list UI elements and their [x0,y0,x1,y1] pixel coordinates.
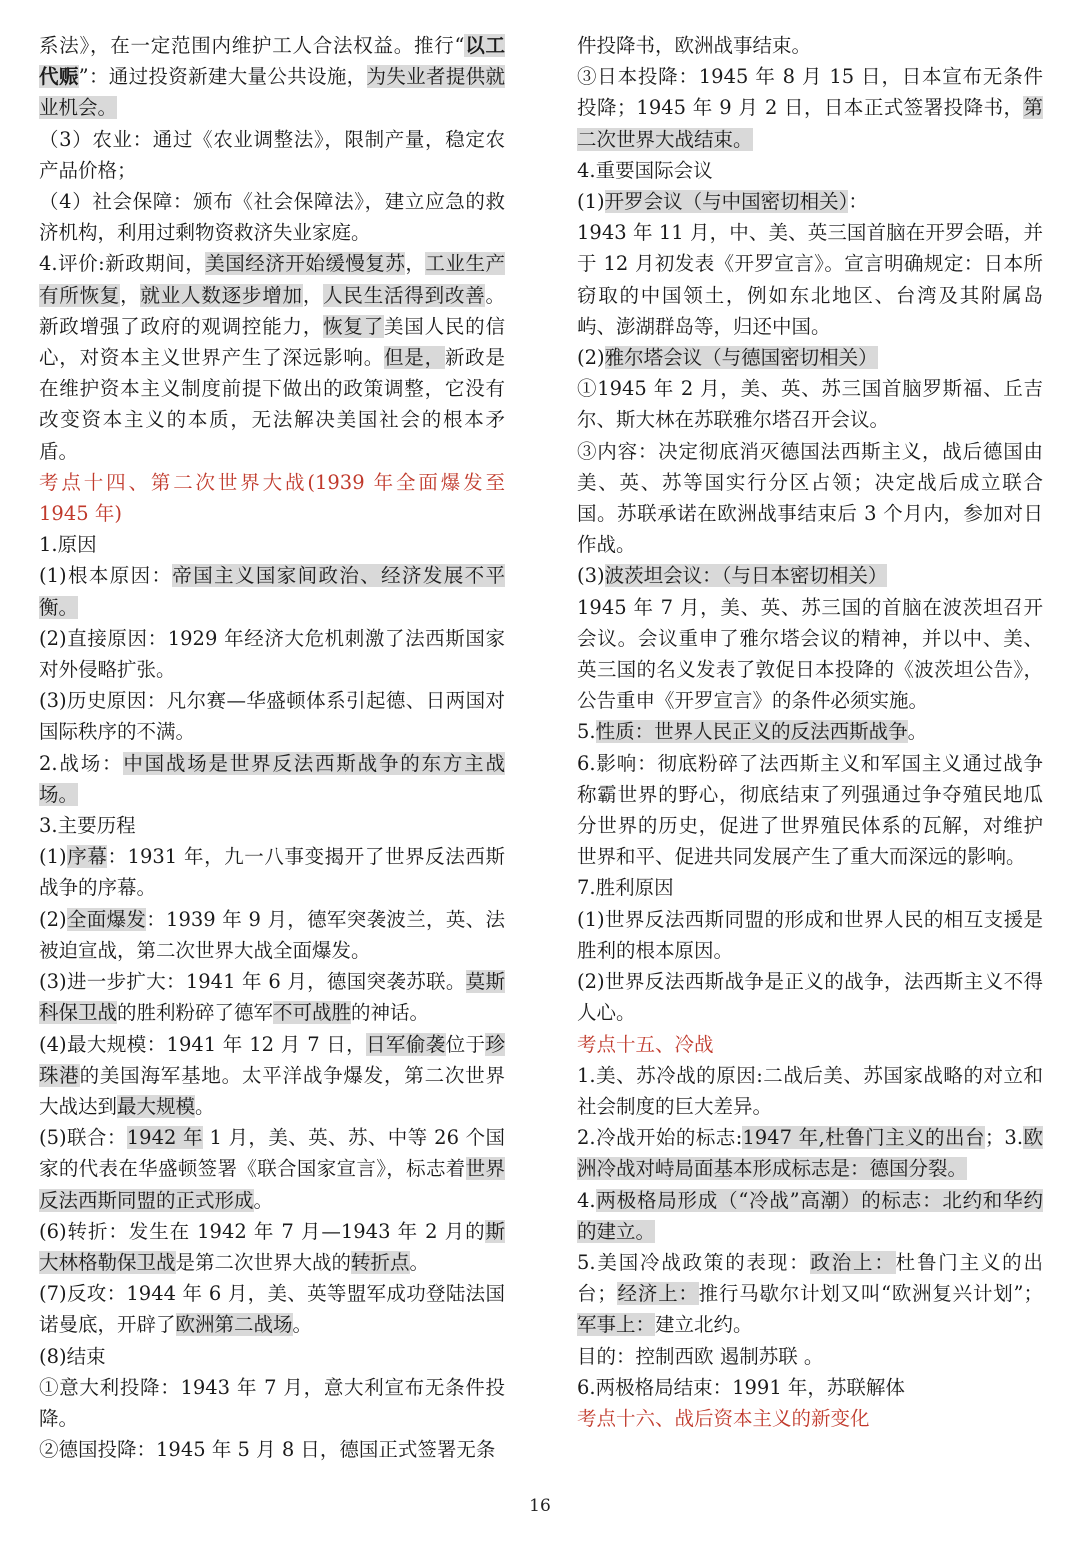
text-run: (4)最大规模：1941 年 12 月 7 日， [39,1032,367,1056]
text-run: ：1931 年，九一八事变揭开了世界反法西斯战争的序幕。 [39,845,505,900]
text-run: ①意大利投降：1943 年 7 月，意大利宣布无条件投降。 [39,1375,505,1430]
text-run: 系法》，在一定范围内维护工人合法权益。推行“ [39,34,465,57]
paragraph [39,560,505,622]
text-run: 考点十四、第二次世界大战(1939 年全面爆发至 1945 年) [39,470,505,526]
paragraph [577,61,1043,155]
text-run: ， [405,252,426,276]
paragraph [39,904,505,966]
text-run: ， [302,283,324,307]
highlighted-text: 帝国主义国家间政治、经济发展不平衡。 [39,564,505,619]
text-run: 。 [195,1094,215,1118]
paragraph [39,529,505,560]
paragraph [577,1122,1043,1184]
text-run: 的胜利粉碎了德军 [117,1001,274,1025]
text-run: 。 [253,1188,274,1212]
text-run: 建立北约。 [655,1313,753,1337]
text-run: 1.原因 [39,533,97,557]
text-run: ， [120,283,141,307]
paragraph [577,1060,1043,1122]
text-run: (2)直接原因：1929 年经济大危机刺激了法西斯国家对外侵略扩张。 [39,626,505,682]
highlighted-text: 军事上： [577,1313,656,1337]
text-run: ；3. [984,1126,1024,1150]
paragraph [577,155,1043,186]
text-run: 2.战场： [39,751,124,775]
paragraph [39,124,505,186]
text-run: ： [848,190,868,214]
paragraph [39,1341,505,1372]
text-run: 。 [292,1313,313,1337]
highlighted-text: 雅尔塔会议（与德国密切相关） [604,346,878,370]
paragraph [39,1216,505,1278]
paragraph [39,186,505,248]
highlighted-text: 工业生产有所恢复 [39,252,505,307]
highlighted-text: 经济上： [616,1282,699,1306]
paragraph [577,1341,1043,1372]
highlighted-text: 欧洲第二战场 [175,1313,293,1337]
text-run: 1943 年 11 月，中、美、英三国首脑在开罗会晤，并于 12 月初发表《开罗宣言》。宣言明确规定：日本所窃取的中国领土，例如东北地区、台湾及其附属岛屿、澎湖群岛等，归还中国。 [577,221,1043,338]
paragraph [39,1434,505,1465]
highlighted-text: 美国经济开始缓慢复苏 [205,252,406,276]
highlighted-text: 斯大林格勒保卫战 [39,1219,505,1274]
text-run: 6.影响：彻底粉碎了法西斯主义和军国主义通过战争称霸世界的野心，彻底结束了列强通过争夺殖民地瓜分世界的历史，促进了世界殖民体系的瓦解，对维护世界和平、促进共同发展产生了重大而深远的影响。 [577,751,1043,869]
paragraph [577,592,1043,717]
highlighted-text: 中国战场是世界反法西斯战争的东方主战场。 [39,751,505,806]
highlighted-text: 但是， [384,346,445,370]
paragraph [577,1185,1043,1247]
highlighted-text: 性质：世界人民正义的反法西斯战争 [595,720,908,744]
paragraph [39,1372,505,1434]
highlighted-text: 最大规模 [117,1094,196,1118]
paragraph [39,623,505,685]
highlighted-text: 欧洲冷战对峙局面基本形成标志是：德国分裂。 [577,1126,1043,1181]
paragraph [577,748,1043,873]
text-run: (2) [39,907,67,931]
text-run: 2.冷战开始的标志: [577,1126,743,1150]
highlighted-text: 全面爆发 [66,907,147,931]
text-run: （4）社会保障：颁布《社会保障法》，建立应急的救济机构，利用过剩物资救济失业家庭。 [39,190,505,245]
paragraph [577,186,1043,217]
paragraph [39,1278,505,1340]
text-run: (8)结束 [39,1344,106,1368]
text-run: 1.美、苏冷战的原因:二战后美、苏国家战略的对立和社会制度的巨大差异。 [577,1063,1043,1118]
right-column [577,30,1043,1434]
paragraph [577,436,1043,561]
text-run: 件投降书，欧洲战事结束。 [577,34,812,57]
highlighted-text: 1942 年 [126,1126,203,1150]
text-run: (3)历史原因：凡尔赛—华盛顿体系引起德、日两国对国际秩序的不满。 [39,689,505,744]
text-run: 3.主要历程 [39,814,136,838]
highlighted-text: 不可战胜 [273,1001,352,1025]
paragraph [39,966,505,1028]
highlighted-text: 波茨坦会议：（与日本密切相关） [604,564,888,588]
paragraph [39,30,505,124]
text-run: (2) [577,346,605,370]
text-run: ”：通过投资新建大量公共设施， [78,65,367,89]
text-run: 目的：控制西欧 遏制苏联 。 [577,1344,824,1368]
paragraph [39,1122,505,1216]
highlighted-text: 1947 年,杜鲁门主义的出台 [742,1126,985,1150]
paragraph [577,872,1043,903]
text-run: 美国人民的信心，对资本主义世界产生了深远影响。 [39,314,505,370]
text-run: ②德国投降：1945 年 5 月 8 日，德国正式签署无条 [39,1438,496,1462]
paragraph [39,248,505,466]
text-run: (6)转折：发生在 1942 年 7 月—1943 年 2 月的 [39,1219,486,1243]
text-run: 1 月，美、英、苏、中等 26 个国家的代表在华盛顿签署《联合国家宣言》，标志着 [39,1126,505,1181]
highlighted-text: 恢复了 [323,314,384,338]
text-run: (5)联合： [39,1126,127,1150]
highlighted-text: 两极格局形成（“冷战”高潮）的标志：北约和华约的建立。 [577,1188,1043,1243]
text-run: 考点十五、冷战 [577,1032,714,1056]
paragraph [39,685,505,747]
text-run: 4.重要国际会议 [577,158,713,182]
paragraph [39,1029,505,1123]
paragraph [577,966,1043,1028]
text-run: 7.胜利原因 [577,876,674,900]
text-run: 1945 年 7 月，美、英、苏三国的首脑在波茨坦召开会议。会议重申了雅尔塔会议的精神，并以中、美、英三国的名义发表了敦促日本投降的《波茨坦公告》，公告重申《开罗宣言》的条件必须实施。 [577,595,1043,713]
text-run: 4.评价:新政期间， [39,252,206,276]
paragraph [577,716,1043,747]
text-run: 。 [907,720,928,744]
text-run: (1)根本原因： [39,564,173,588]
paragraph [577,904,1043,966]
paragraph [577,30,1043,61]
text-run: (1) [39,845,67,869]
highlighted-text: 开罗会议（与中国密切相关） [604,190,849,214]
highlighted-text: 人民生活得到改善 [323,283,486,307]
text-run: (3) [577,564,605,588]
paragraph [577,342,1043,373]
paragraph [577,1247,1043,1341]
text-run: 推行马歇尔计划又叫“欧洲复兴计划”； [698,1282,1043,1306]
highlighted-text: 为失业者提供就业机会。 [39,65,505,120]
highlighted-text: 莫斯科保卫战 [39,970,505,1025]
text-run: 6.两极格局结束：1991 年，苏联解体 [577,1375,905,1399]
text-run: (1)世界反法西斯同盟的形成和世界人民的相互支援是胜利的根本原因。 [577,907,1043,962]
text-run: 。新政增强了政府的观调控能力， [39,283,505,338]
section-heading [577,1029,1043,1060]
section-heading [577,1403,1043,1434]
highlighted-text: 以工代赈 [39,34,505,89]
paragraph [39,748,505,810]
text-run: 考点十六、战后资本主义的新变化 [577,1406,870,1430]
text-run: 位于 [445,1032,486,1056]
section-heading [39,467,505,529]
paragraph [39,841,505,903]
highlighted-text: 珍珠港 [39,1032,505,1087]
highlighted-text: 序幕 [66,845,108,869]
paragraph [577,1372,1043,1403]
text-run: (2)世界反法西斯战争是正义的战争，法西斯主义不得人心。 [577,970,1043,1025]
left-column [39,30,505,1465]
text-run: 新政是在维护资本主义制度前提下做出的政策调整，它没有改变资本主义的本质，无法解决美国社会的根本矛盾。 [39,346,505,463]
highlighted-text: 转折点 [351,1250,410,1274]
highlighted-text: 就业人数逐步增加 [140,283,303,307]
paragraph [577,560,1043,591]
paragraph [39,810,505,841]
highlighted-text: 政治上： [810,1250,896,1274]
text-run: 的美国海军基地。太平洋战争爆发，第二次世界大战达到 [39,1063,505,1118]
text-run: 4. [577,1188,596,1212]
text-run: 5. [577,720,596,744]
highlighted-text: 日军偷袭 [366,1032,446,1056]
text-run: (1) [577,190,605,214]
text-run: (7)反攻：1944 年 6 月，美、英等盟军成功登陆法国诺曼底，开辟了 [39,1282,505,1337]
text-run: 杜鲁门主义的出台； [577,1250,1043,1306]
text-run: ①1945 年 2 月，美、英、苏三国首脑罗斯福、丘吉尔、斯大林在苏联雅尔塔召开会议。 [577,377,1043,432]
text-run: （3）农业：通过《农业调整法》，限制产量，稳定农产品价格； [39,127,505,182]
text-run: 是第二次世界大战的 [175,1250,352,1274]
text-run: 的神话。 [351,1001,430,1025]
text-run: ：1939 年 9 月，德军突袭波兰，英、法被迫宣战，第二次世界大战全面爆发。 [39,907,505,962]
paragraph [577,373,1043,435]
text-run: 。 [409,1250,430,1274]
text-run: 5.美国冷战政策的表现： [577,1250,811,1274]
page-number: 16 [529,1496,551,1516]
highlighted-text: 第二次世界大战结束。 [577,96,1043,151]
highlighted-text: 世界反法西斯同盟的正式形成 [39,1157,505,1212]
paragraph [577,217,1043,342]
text-run: (3)进一步扩大：1941 年 6 月，德国突袭苏联。 [39,970,466,994]
text-run: ③内容：决定彻底消灭德国法西斯主义，战后德国由美、英、苏等国实行分区占领；决定战后成立联合国。苏联承诺在欧洲战事结束后 3 个月内，参加对日作战。 [577,439,1043,557]
text-run: ③日本投降：1945 年 8 月 15 日，日本宣布无条件投降；1945 年 9 月 2 日，日本正式签署投降书， [577,65,1043,120]
